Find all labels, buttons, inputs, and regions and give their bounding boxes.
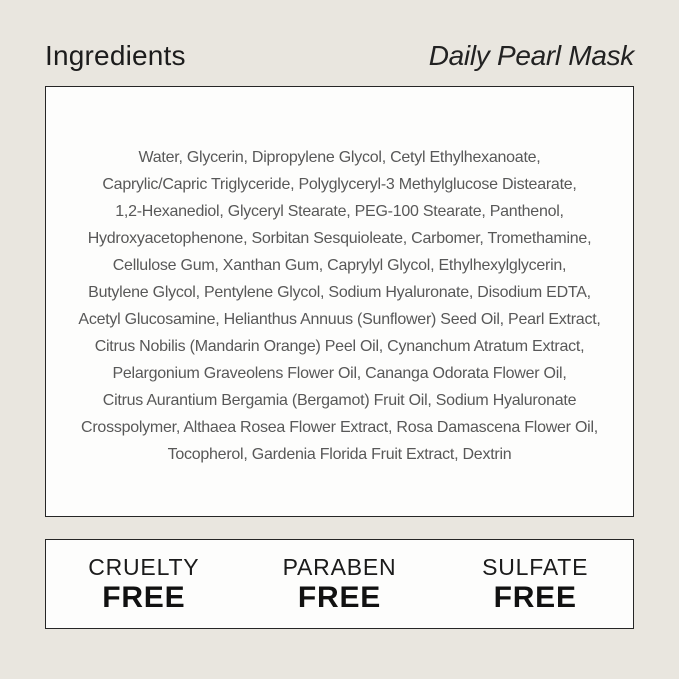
ingredient-line: Water, Glycerin, Dipropylene Glycol, Cetyl Ethylhexanoate,: [138, 148, 541, 166]
page-header: [45, 40, 634, 73]
ingredient-line: Butylene Glycol, Pentylene Glycol, Sodium Hyaluronate, Disodium EDTA,: [88, 283, 591, 301]
badge-paraben-free: [242, 540, 438, 628]
ingredient-line: Tocopherol, Gardenia Florida Fruit Extract, Dextrin: [167, 445, 512, 463]
ingredient-line: Citrus Aurantium Bergamia (Bergamot) Fruit Oil, Sodium Hyaluronate: [102, 391, 577, 409]
ingredients-panel: [45, 86, 634, 517]
badge-free-label: FREE: [297, 581, 382, 614]
page-title: Ingredients: [45, 40, 186, 71]
ingredient-line: Acetyl Glucosamine, Helianthus Annuus (Sunflower) Seed Oil, Pearl Extract,: [78, 310, 601, 328]
product-name: Daily Pearl Mask: [428, 40, 634, 71]
badge-label: PARABEN: [282, 554, 397, 580]
badge-cruelty-free: [46, 540, 242, 628]
ingredient-line: Crosspolymer, Althaea Rosea Flower Extract, Rosa Damascena Flower Oil,: [81, 418, 598, 436]
badge-label: SULFATE: [482, 554, 589, 580]
ingredient-line: Cellulose Gum, Xanthan Gum, Caprylyl Glycol, Ethylhexylglycerin,: [112, 256, 567, 274]
badge-label: CRUELTY: [88, 554, 200, 580]
badge-sulfate-free: [437, 540, 633, 628]
ingredient-line: Hydroxyacetophenone, Sorbitan Sesquioleate, Carbomer, Tromethamine,: [87, 229, 592, 247]
ingredient-line: Citrus Nobilis (Mandarin Orange) Peel Oil, Cynanchum Atratum Extract,: [94, 337, 585, 355]
ingredient-line: Caprylic/Capric Triglyceride, Polyglyceryl-3 Methylglucose Distearate,: [102, 175, 577, 193]
badge-free-label: FREE: [102, 581, 186, 614]
ingredient-line: Pelargonium Graveolens Flower Oil, Cananga Odorata Flower Oil,: [112, 364, 567, 382]
badge-free-label: FREE: [493, 581, 577, 614]
ingredient-line: 1,2-Hexanediol, Glyceryl Stearate, PEG-100 Stearate, Panthenol,: [115, 202, 564, 220]
claims-panel: [45, 539, 634, 629]
